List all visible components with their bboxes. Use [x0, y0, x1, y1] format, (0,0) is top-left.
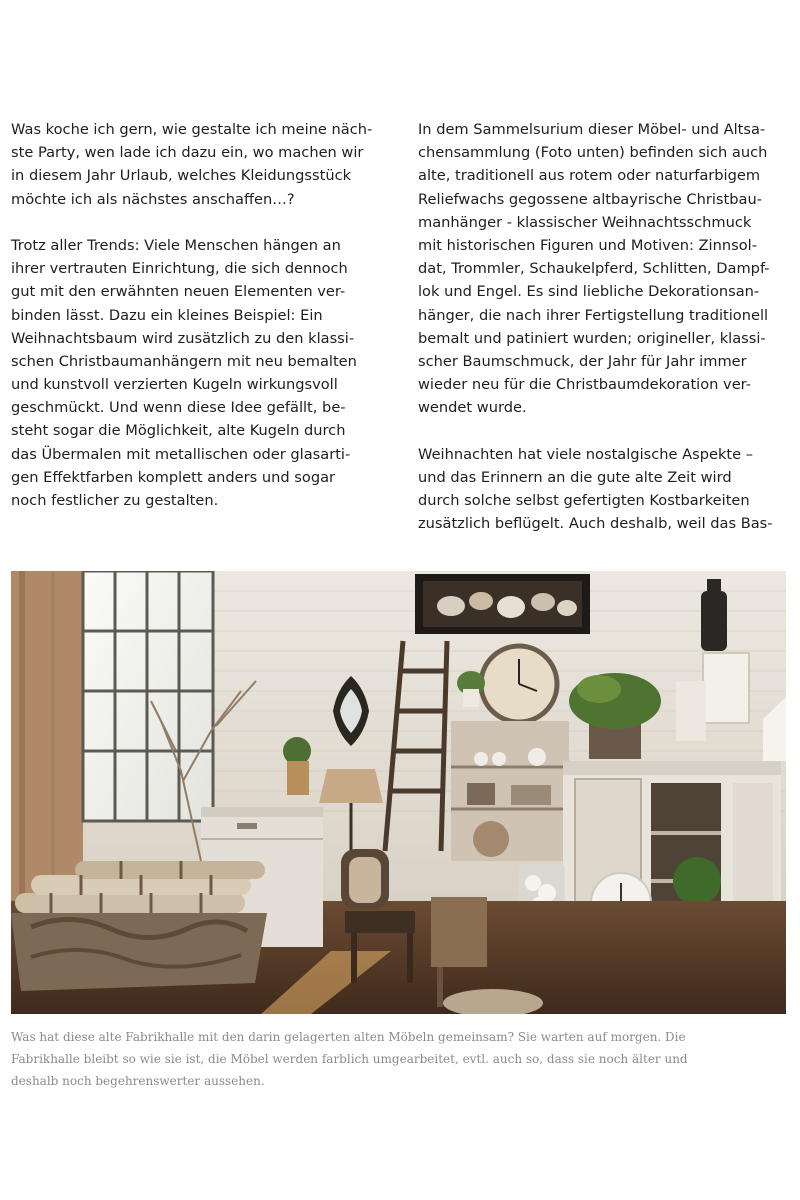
text-line: zusätzlich beflügelt. Auch deshalb, weil das Bas-	[418, 515, 773, 533]
caption-line: deshalb noch begehrenswerter aussehen.	[11, 1074, 265, 1088]
text-line: ihrer vertrauten Einrichtung, die sich dennoch	[11, 260, 348, 278]
text-line: bemalt und patiniert wurden; origineller, klassi-	[418, 329, 766, 347]
paragraph	[11, 234, 383, 512]
text-line: manhänger - klassischer Weihnachtsschmuck	[418, 213, 752, 231]
paragraph-gap	[11, 211, 383, 234]
text-line: in diesem Jahr Urlaub, welches Kleidungsstück	[11, 167, 352, 185]
text-line: wendet wurde.	[418, 399, 527, 417]
text-line: chensammlung (Foto unten) befinden sich auch	[418, 144, 768, 162]
text-line: und kunstvoll verzierten Kugeln wirkungsvoll	[11, 376, 338, 394]
text-line: wieder neu für die Christbaumdekoration ver-	[418, 376, 752, 394]
caption-line: Fabrikhalle bleibt so wie sie ist, die Möbel werden farblich umgearbeitet, evtl. auch so, dass sie noch älter und	[11, 1052, 688, 1066]
text-line: Weihnachtsbaum wird zusätzlich zu den klassi-	[11, 329, 355, 347]
text-line: mit historischen Figuren und Motiven: Zinnsol-	[418, 236, 757, 254]
topiary-plant	[673, 857, 721, 905]
text-line: schen Christbaumanhängern mit neu bemalten	[11, 352, 357, 370]
paragraph	[11, 118, 383, 211]
text-line: binden lässt. Dazu ein kleines Beispiel: Ein	[11, 306, 323, 324]
text-line: alte, traditionell aus rotem oder naturfarbigem	[418, 167, 761, 185]
interior-photo	[11, 571, 786, 1014]
text-line: durch solche selbst gefertigten Kostbarkeiten	[418, 492, 750, 509]
article-right-column	[418, 118, 790, 535]
tall-bottle	[701, 591, 727, 651]
text-line: scher Baumschmuck, der Jahr für Jahr immer	[418, 352, 747, 370]
text-line: In dem Sammelsurium dieser Möbel- und Altsa-	[418, 121, 766, 138]
paragraph	[418, 118, 790, 419]
text-line: geschmückt. Und wenn diese Idee gefällt, be-	[11, 399, 346, 417]
text-line: und das Erinnern an die gute alte Zeit wird	[418, 468, 732, 486]
text-line: gut mit den erwähnten neuen Elementen ver-	[11, 283, 346, 301]
paragraph-gap	[418, 419, 790, 442]
interior-photo-illustration	[11, 571, 786, 1014]
text-line: das Übermalen mit metallischen oder glasarti-	[11, 445, 351, 463]
text-line: Was koche ich gern, wie gestalte ich meine näch-	[11, 121, 373, 138]
text-line: dat, Trommler, Schaukelpferd, Schlitten, Dampf-	[418, 260, 770, 278]
article-left-column	[11, 118, 383, 512]
text-line: ste Party, wen lade ich dazu ein, wo machen wir	[11, 144, 364, 162]
photo-caption	[11, 1026, 789, 1092]
text-line: noch festlicher zu gestalten.	[11, 492, 219, 509]
caption-line: Was hat diese alte Fabrikhalle mit den darin gelagerten alten Möbeln gemeinsam? Sie warten auf morgen. Die	[11, 1030, 686, 1044]
text-line: Trotz aller Trends: Viele Menschen hängen an	[11, 236, 341, 254]
text-line: Reliefwachs gegossene altbayrische Christbau-	[418, 190, 762, 208]
text-line: gen Effektfarben komplett anders und sogar	[11, 468, 336, 486]
text-line: lok und Engel. Es sind liebliche Dekorationsan-	[418, 283, 760, 301]
text-line: Weihnachten hat viele nostalgische Aspekte –	[418, 445, 754, 463]
text-line: steht sogar die Möglichkeit, alte Kugeln durch	[11, 422, 346, 440]
text-line: möchte ich als nächstes anschaffen…?	[11, 190, 295, 208]
table-lamp	[319, 769, 383, 803]
text-line: hänger, die nach ihrer Fertigstellung traditionell	[418, 306, 769, 324]
paragraph	[418, 443, 790, 536]
